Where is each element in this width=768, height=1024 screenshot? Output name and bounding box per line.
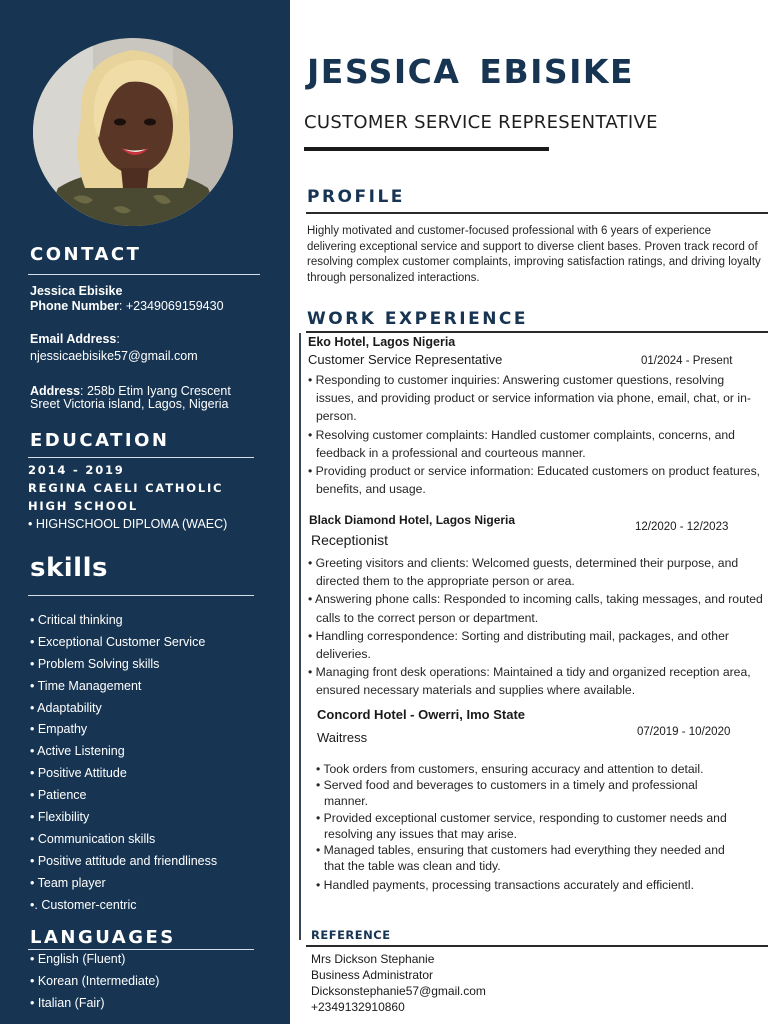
- address-line1: : 258b Etim Iyang Crescent: [80, 384, 231, 398]
- job-duty: • Took orders from customers, ensuring accuracy and attention to detail.: [316, 762, 704, 776]
- job-dates: 07/2019 - 10/2020: [637, 726, 731, 738]
- profile-divider: [306, 212, 768, 214]
- reference-heading: REFERENCE: [311, 928, 391, 942]
- skill-item: • Time Management: [30, 678, 142, 693]
- education-divider: [28, 457, 254, 458]
- email-label: Email Address: [30, 332, 117, 346]
- job-duty: • Handling correspondence: Sorting and distributing mail, packages, and other deliveries.: [308, 628, 729, 662]
- languages-list: [30, 949, 159, 1015]
- reference-email: Dicksonstephanie57@gmail.com: [311, 984, 486, 998]
- job-duty: • Handled payments, processing transactions accurately and efficientl.: [316, 878, 694, 893]
- reference-position: Business Administrator: [311, 968, 434, 982]
- contact-heading: CONTACT: [30, 244, 142, 265]
- job-duty: • Resolving customer complaints: Handled customer complaints, concerns, and feedback in a professional and courteous manner.: [308, 427, 735, 460]
- skill-item: • Empathy: [30, 722, 88, 737]
- job-duties: [308, 554, 763, 700]
- profile-photo: [33, 38, 233, 226]
- reference-name: Mrs Dickson Stephanie: [311, 952, 435, 966]
- work-experience-divider: [306, 331, 768, 333]
- job-duty: • Answering phone calls: Responded to incoming calls, taking messages, and routed calls to the correct person or department.: [308, 592, 763, 625]
- contact-email: njessicaebisike57@gmail.com: [30, 349, 198, 363]
- work-experience-heading: WORK EXPERIENCE: [307, 309, 529, 329]
- skill-item: • Positive Attitude: [30, 766, 127, 781]
- profile-photo-illustration: [33, 38, 233, 226]
- job-duty: • Provided exceptional customer service, responding to customer needs and resolving any issues that may arise.: [316, 810, 727, 841]
- job-title: Customer Service Representative: [308, 352, 503, 367]
- reference-details: [311, 951, 486, 1015]
- resume-name: JESSICA EBISIKE: [307, 52, 635, 91]
- skills-list: [30, 610, 217, 916]
- sidebar: [0, 0, 290, 1024]
- language-item: • Korean (Intermediate): [30, 973, 160, 988]
- skills-heading: skills: [30, 553, 108, 583]
- job-company: Eko Hotel, Lagos Nigeria: [308, 335, 456, 349]
- skill-item: • Critical thinking: [30, 613, 123, 627]
- job-duty: • Managed tables, ensuring that customers had everything they needed and that the table was clean and tidy.: [316, 843, 725, 874]
- email-colon: :: [116, 332, 120, 346]
- address-label: Address: [30, 384, 81, 398]
- skill-item: • Communication skills: [30, 831, 156, 846]
- contact-address-line2: Sreet Victoria island, Lagos, Nigeria: [30, 397, 229, 411]
- phone-label: Phone Number: [30, 299, 119, 313]
- reference-divider: [306, 945, 768, 947]
- skill-item: • Team player: [30, 875, 106, 890]
- experience-timeline-line: [299, 333, 301, 940]
- contact-email-label: [30, 332, 120, 347]
- job-duties: [308, 371, 763, 498]
- job-company: Concord Hotel - Owerri, Imo State: [317, 707, 526, 722]
- job-duty: • Responding to customer inquiries: Answering customer questions, resolving issues, and providing product or service information via phone, email, chat, or in-person.: [308, 373, 751, 424]
- education-years: 2014 - 2019: [28, 463, 125, 477]
- job-dates: 12/2020 - 12/2023: [635, 521, 729, 533]
- reference-phone: +2349132910860: [311, 1000, 405, 1014]
- resume-role: CUSTOMER SERVICE REPRESENTATIVE: [304, 112, 658, 133]
- language-item: • Italian (Fair): [30, 995, 105, 1010]
- skill-item: • Positive attitude and friendliness: [30, 853, 218, 868]
- profile-heading: PROFILE: [307, 187, 405, 207]
- job-duty: • Managing front desk operations: Maintained a tidy and organized reception area, ensured necessary materials and supplies where available.: [308, 665, 751, 698]
- job-company: Black Diamond Hotel, Lagos Nigeria: [309, 513, 516, 527]
- education-school: REGINA CAELI CATHOLIC HIGH SCHOOL: [28, 481, 224, 513]
- job-duty: • Greeting visitors and clients: Welcomed guests, determined their purpose, and directed them to the appropriate person or area.: [308, 556, 739, 589]
- skills-divider: [28, 595, 254, 596]
- skill-item: • Active Listening: [30, 744, 125, 759]
- contact-full-name: Jessica Ebisike: [30, 284, 123, 298]
- job-duties: [316, 761, 736, 894]
- job-duty: • Served food and beverages to customers in a timely and professional manner.: [316, 778, 698, 809]
- skill-item: • Flexibility: [30, 810, 90, 825]
- education-heading: EDUCATION: [30, 430, 170, 451]
- education-diploma: • HIGHSCHOOL DIPLOMA (WAEC): [28, 517, 228, 531]
- languages-heading: LANGUAGES: [30, 927, 176, 948]
- job-dates: 01/2024 - Present: [641, 355, 733, 367]
- contact-divider: [28, 274, 260, 275]
- skill-item: • Problem Solving skills: [30, 656, 160, 671]
- role-underline: [304, 147, 549, 151]
- phone-value: : +2349069159430: [118, 299, 224, 313]
- skill-item: • Exceptional Customer Service: [30, 634, 206, 649]
- job-title: Waitress: [317, 730, 368, 745]
- job-title: Receptionist: [311, 532, 389, 548]
- skill-item: • Patience: [30, 788, 87, 803]
- skill-item: • Adaptability: [30, 700, 102, 715]
- skill-item: •. Customer-centric: [30, 897, 137, 912]
- job-duty: • Providing product or service information: Educated customers on product features, benefits, and usage.: [308, 464, 761, 497]
- contact-phone: [30, 299, 224, 314]
- language-item: • English (Fluent): [30, 952, 126, 966]
- profile-summary: Highly motivated and customer-focused professional with 6 years of experience delivering exceptional service and support to diverse client bases. Proven track record of resolving complex customer complaints, improving satisfaction ratings, and driving loyalty through personalized interactions.: [307, 225, 761, 285]
